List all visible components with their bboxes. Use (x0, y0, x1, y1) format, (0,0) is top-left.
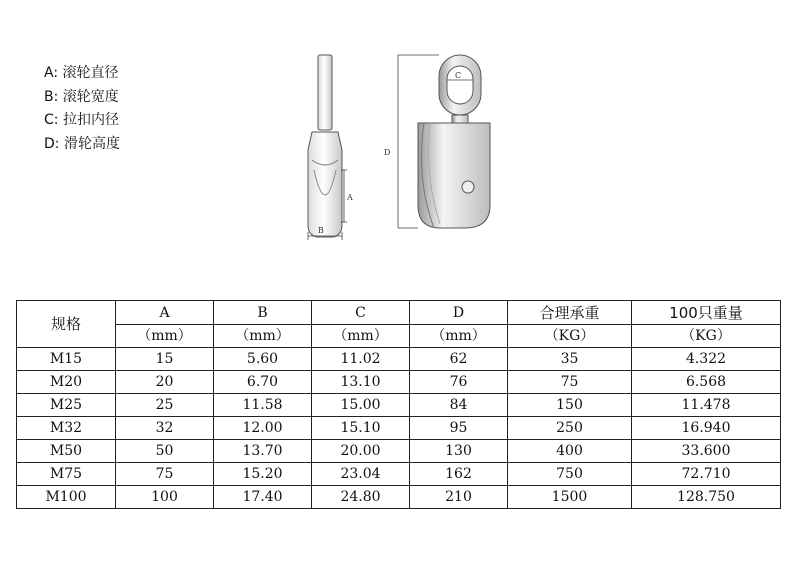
unit-b: （mm） (214, 325, 312, 348)
cell-spec: M100 (17, 486, 116, 509)
dimension-c-label: C (455, 71, 462, 80)
column-header-weight: 100只重量 (632, 301, 781, 325)
cell-c: 11.02 (312, 348, 410, 371)
legend-item-c: C: 拉扣内径 (44, 112, 119, 128)
cell-load: 150 (508, 394, 632, 417)
cell-load: 1500 (508, 486, 632, 509)
dimension-b-label: B (318, 226, 324, 235)
cell-load: 35 (508, 348, 632, 371)
column-header-d: D (410, 301, 508, 325)
cell-weight: 16.940 (632, 417, 781, 440)
unit-d: （mm） (410, 325, 508, 348)
cell-weight: 6.568 (632, 371, 781, 394)
table-unit-row (17, 325, 781, 348)
cell-c: 20.00 (312, 440, 410, 463)
column-header-load: 合理承重 (508, 301, 632, 325)
cell-b: 6.70 (214, 371, 312, 394)
table-header-row (17, 301, 781, 325)
cell-spec: M15 (17, 348, 116, 371)
cell-a: 75 (116, 463, 214, 486)
legend-item-d: D: 滑轮高度 (44, 135, 120, 152)
cell-spec: M25 (17, 394, 116, 417)
dimension-a-label: A (347, 193, 353, 202)
cell-load: 750 (508, 463, 632, 486)
unit-load: （KG） (508, 325, 632, 348)
cell-d: 62 (410, 348, 508, 371)
cell-c: 24.80 (312, 486, 410, 509)
table-row (17, 440, 781, 463)
column-header-c: C (312, 301, 410, 325)
cell-d: 210 (410, 486, 508, 509)
unit-weight: （KG） (632, 325, 781, 348)
cell-load: 75 (508, 371, 632, 394)
cell-spec: M75 (17, 463, 116, 486)
cell-weight: 33.600 (632, 440, 781, 463)
cell-c: 13.10 (312, 371, 410, 394)
cell-d: 84 (410, 394, 508, 417)
table-row (17, 463, 781, 486)
column-header-a: A (116, 301, 214, 325)
pulley-front-view (384, 55, 490, 228)
cell-c: 15.00 (312, 394, 410, 417)
unit-c: （mm） (312, 325, 410, 348)
table-row (17, 348, 781, 371)
column-header-b: B (214, 301, 312, 325)
cell-weight: 4.322 (632, 348, 781, 371)
cell-a: 25 (116, 394, 214, 417)
legend-item-a: A: 滚轮直径 (44, 65, 119, 81)
cell-b: 13.70 (214, 440, 312, 463)
cell-weight: 128.750 (632, 486, 781, 509)
cell-weight: 11.478 (632, 394, 781, 417)
side-view-body (308, 132, 342, 237)
cell-b: 12.00 (214, 417, 312, 440)
cell-b: 17.40 (214, 486, 312, 509)
cell-c: 23.04 (312, 463, 410, 486)
table-row (17, 394, 781, 417)
cell-d: 76 (410, 371, 508, 394)
cell-a: 100 (116, 486, 214, 509)
table-row (17, 371, 781, 394)
specification-table (16, 300, 781, 509)
cell-a: 50 (116, 440, 214, 463)
cell-weight: 72.710 (632, 463, 781, 486)
cell-d: 162 (410, 463, 508, 486)
cell-a: 32 (116, 417, 214, 440)
pulley-side-view (308, 55, 353, 240)
cell-b: 15.20 (214, 463, 312, 486)
table-row (17, 417, 781, 440)
cell-b: 5.60 (214, 348, 312, 371)
cell-spec: M20 (17, 371, 116, 394)
unit-a: （mm） (116, 325, 214, 348)
cell-a: 20 (116, 371, 214, 394)
cell-a: 15 (116, 348, 214, 371)
cell-d: 95 (410, 417, 508, 440)
table-row (17, 486, 781, 509)
cell-b: 11.58 (214, 394, 312, 417)
legend-item-b: B: 滚轮宽度 (44, 88, 119, 105)
cell-spec: M32 (17, 417, 116, 440)
cell-load: 250 (508, 417, 632, 440)
cell-c: 15.10 (312, 417, 410, 440)
cell-d: 130 (410, 440, 508, 463)
cell-spec: M50 (17, 440, 116, 463)
dimension-d-label: D (384, 148, 391, 157)
cell-load: 400 (508, 440, 632, 463)
spec-column-header: 规格 (17, 301, 116, 348)
axle-icon (462, 181, 474, 193)
side-view-shank (318, 55, 332, 130)
